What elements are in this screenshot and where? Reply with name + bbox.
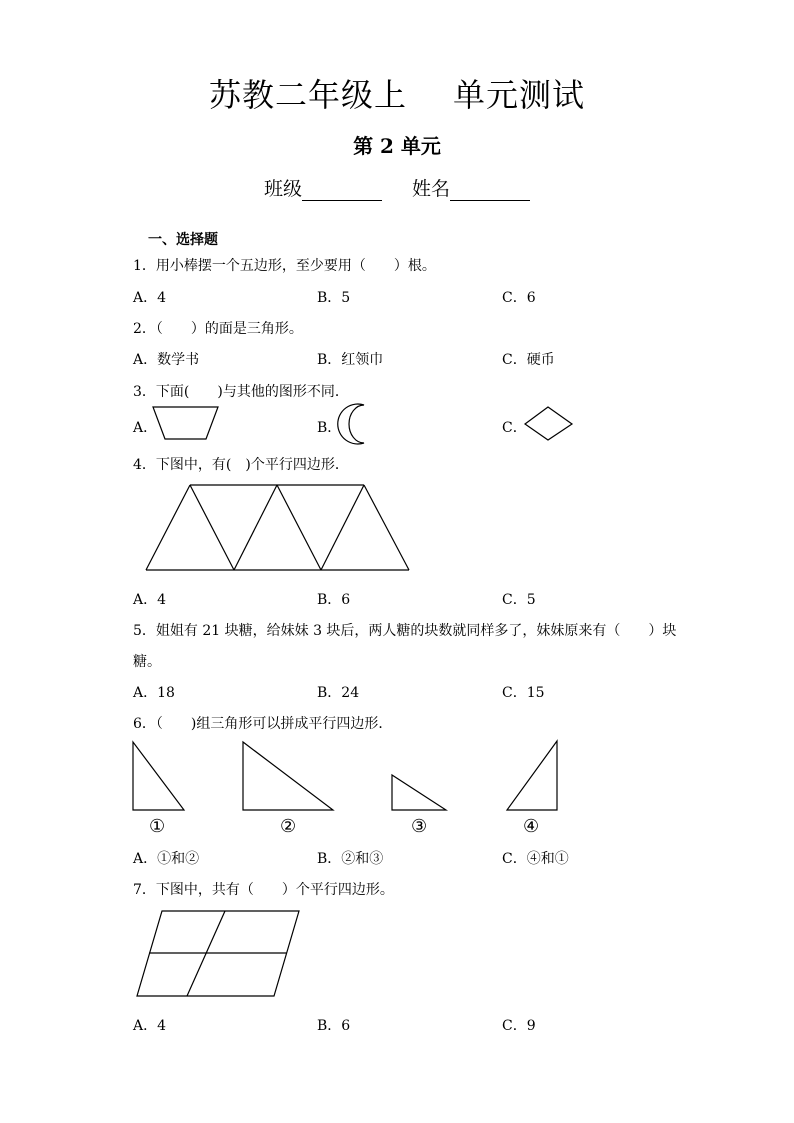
q2-option-c[interactable]: C．硬币 [502,352,555,368]
q6-option-c[interactable]: C．④和① [502,851,569,867]
q4-option-b[interactable]: B．6 [317,592,351,608]
q4-option-c[interactable]: C．5 [502,592,536,608]
q6-option-a[interactable]: A．①和② [133,851,200,867]
name-blank[interactable] [450,180,530,201]
question-2: 2．（ ）的面是三角形。 [133,321,303,337]
trapezoid-shape [152,406,222,442]
q2-option-a[interactable]: A．数学书 [133,352,200,368]
question-4: 4．下图中，有( )个平行四边形． [133,457,349,473]
q7-option-a[interactable]: A．4 [133,1018,167,1034]
page-title [0,70,794,116]
q3-option-c[interactable]: C． [502,420,527,436]
title-right: 单元测试 [453,76,586,114]
label-2: ② [280,816,297,837]
q5-option-b[interactable]: B．24 [317,685,360,701]
student-info-line [0,174,794,201]
triangle-2 [242,741,336,812]
question-7: 7．下图中，共有（ ）个平行四边形。 [133,882,394,898]
class-blank[interactable] [302,180,382,201]
q3-option-a[interactable]: A． [133,420,158,436]
question-3: 3．下面( )与其他的图形不同． [133,384,349,400]
triangle-strip-figure [145,484,413,572]
q4-option-a[interactable]: A．4 [133,592,167,608]
q1-option-a[interactable]: A．4 [133,290,167,306]
q3-option-b[interactable]: B． [317,420,342,436]
triangle-1 [132,741,188,812]
q5-option-a[interactable]: A．18 [133,685,175,701]
question-5-cont: 糖。 [133,654,161,670]
q6-option-b[interactable]: B．②和③ [317,851,384,867]
class-label: 班级 [263,178,302,200]
question-6: 6．（ )组三角形可以拼成平行四边形． [133,716,393,732]
triangle-3 [391,774,449,812]
q7-option-c[interactable]: C．9 [502,1018,536,1034]
question-5: 5．姐姐有 21 块糖，给妹妹 3 块后，两人糖的块数就同样多了，妹妹原来有（ ）块 [133,623,677,639]
q1-option-c[interactable]: C．6 [502,290,536,306]
rhombus-shape [524,406,574,442]
unit-subtitle: 第 2 单元 [353,134,441,158]
parallelogram-grid-figure [136,910,302,998]
question-1: 1．用小棒摆一个五边形，至少要用（ ）根。 [133,258,436,274]
label-3: ③ [411,816,428,837]
q7-option-b[interactable]: B．6 [317,1018,351,1034]
q1-option-b[interactable]: B．5 [317,290,351,306]
q5-option-c[interactable]: C．15 [502,685,545,701]
title-left: 苏教二年级上 [208,76,407,114]
triangle-4 [506,740,560,812]
label-1: ① [149,816,166,837]
label-4: ④ [523,816,540,837]
name-label: 姓名 [412,178,451,200]
q2-option-b[interactable]: B．红领巾 [317,352,384,368]
section-title: 一、选择题 [148,232,218,248]
crescent-shape [340,403,376,445]
